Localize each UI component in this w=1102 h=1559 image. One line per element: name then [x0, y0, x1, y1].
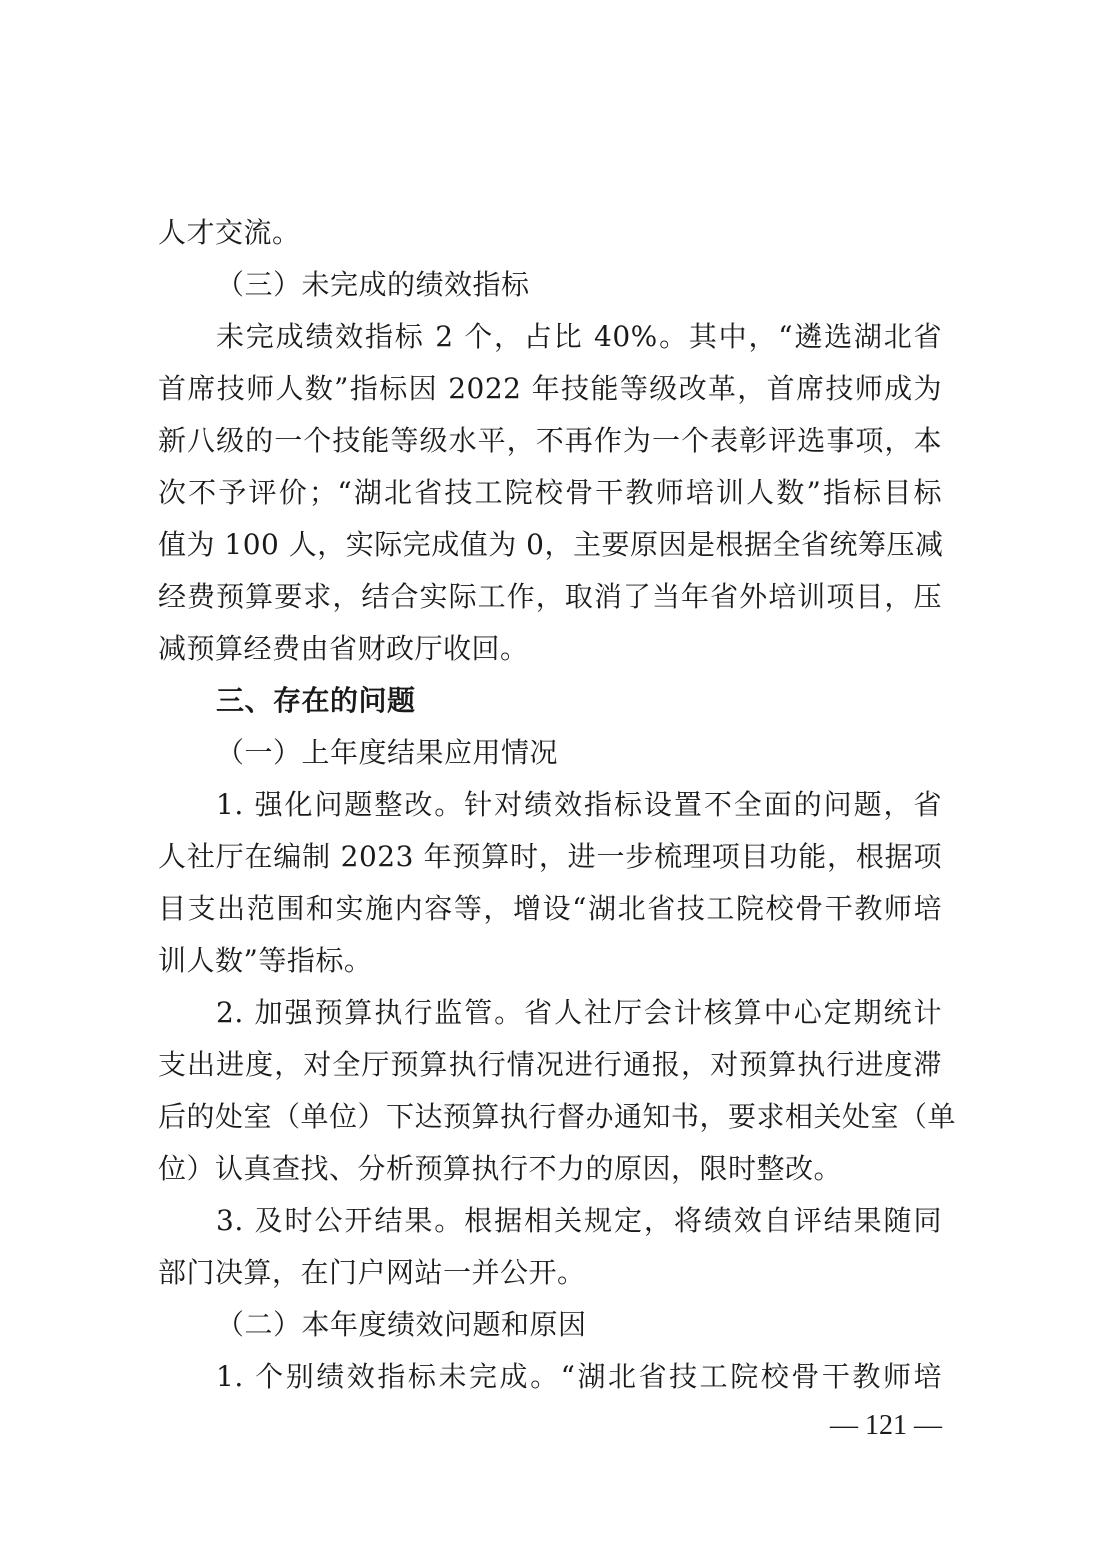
sub-heading-line: （二）本年度绩效问题和原因 [216, 1308, 587, 1341]
paragraph-line: 次不予评价；“湖北省技工院校骨干教师培训人数”指标目标 [158, 476, 942, 509]
paragraph-line: 1. 个别绩效指标未完成。“湖北省技工院校骨干教师培 [216, 1360, 942, 1393]
heading-line: 三、存在的问题 [216, 684, 416, 717]
paragraph-line: 2. 加强预算执行监管。省人社厅会计核算中心定期统计 [216, 996, 942, 1029]
paragraph-line: 部门决算，在门户网站一并公开。 [158, 1256, 586, 1289]
paragraph-line: 支出进度，对全厅预算执行情况进行通报，对预算执行进度滞 [158, 1048, 942, 1081]
sub-heading-line: （一）上年度结果应用情况 [216, 736, 559, 769]
paragraph-line: 1. 强化问题整改。针对绩效指标设置不全面的问题，省 [216, 788, 942, 821]
paragraph-line: 经费预算要求，结合实际工作，取消了当年省外培训项目，压 [158, 580, 942, 613]
paragraph-line: 减预算经费由省财政厅收回。 [158, 632, 529, 665]
paragraph-line: 人社厅在编制 2023 年预算时，进一步梳理项目功能，根据项 [158, 840, 942, 873]
sub-heading-line: （三）未完成的绩效指标 [216, 268, 530, 301]
paragraph-line: 新八级的一个技能等级水平，不再作为一个表彰评选事项，本 [158, 424, 942, 457]
paragraph-line: 位）认真查找、分析预算执行不力的原因，限时整改。 [158, 1152, 843, 1185]
paragraph-line: 首席技师人数”指标因 2022 年技能等级改革，首席技师成为 [158, 372, 942, 405]
paragraph-line: 训人数”等指标。 [158, 944, 373, 977]
paragraph-line: 后的处室（单位）下达预算执行督办通知书，要求相关处室（单 [158, 1100, 957, 1133]
paragraph-line: 值为 100 人，实际完成值为 0，主要原因是根据全省统筹压减 [158, 528, 944, 561]
paragraph-line: 人才交流。 [158, 216, 301, 249]
paragraph-line: 目支出范围和实施内容等，增设“湖北省技工院校骨干教师培 [158, 892, 942, 925]
paragraph-line: 未完成绩效指标 2 个，占比 40%。其中，“遴选湖北省 [216, 320, 942, 353]
paragraph-line: 3. 及时公开结果。根据相关规定，将绩效自评结果随同 [216, 1204, 942, 1237]
page-number: — 121 — [830, 1410, 942, 1441]
